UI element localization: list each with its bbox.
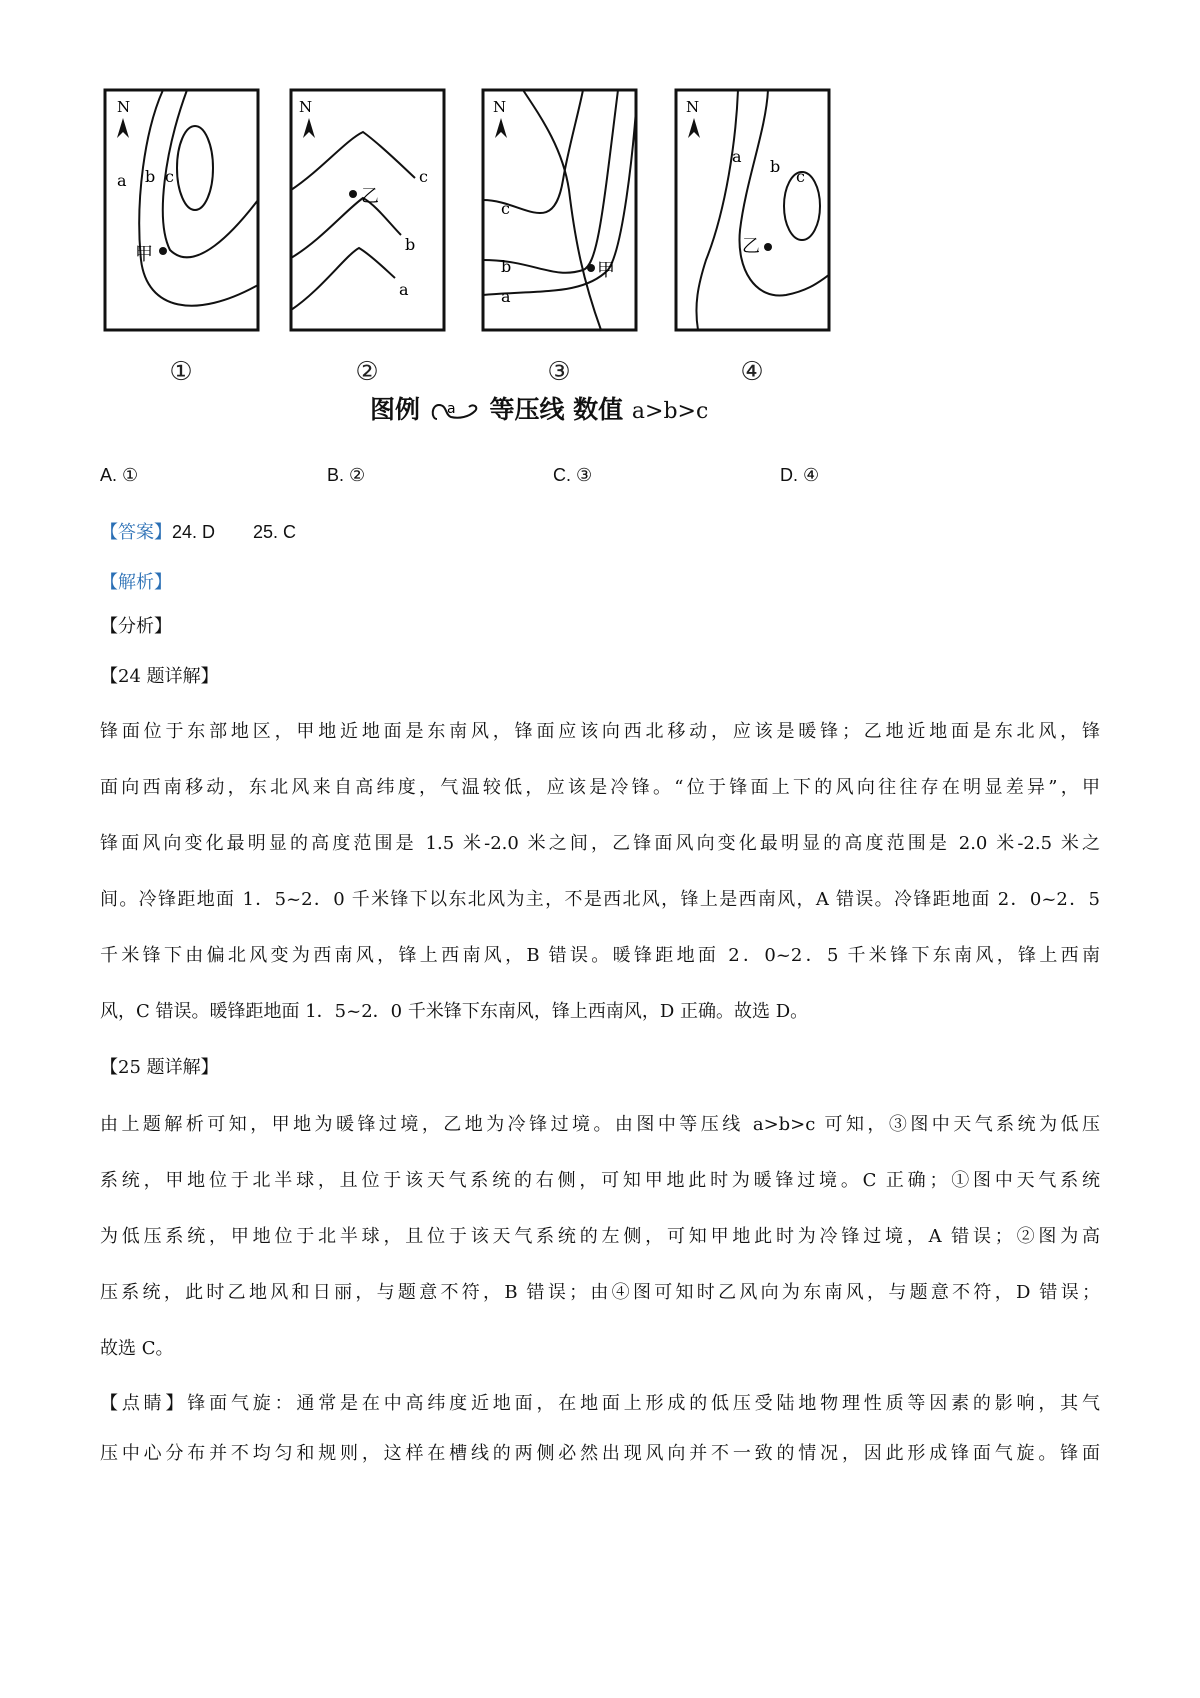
q25-line-2: 系统，甲地位于北半球，且位于该天气系统的右侧，可知甲地此时为暖锋过境。C 正确；①图中天气系统 xyxy=(100,1170,1100,1191)
answer-tag: 【答案】 xyxy=(100,522,172,543)
location-dot xyxy=(349,190,357,198)
answer-24: 24. D xyxy=(172,522,216,542)
answer-line xyxy=(100,518,296,544)
north-label: N xyxy=(686,98,700,116)
location-label: 甲 xyxy=(135,244,153,265)
north-label: N xyxy=(493,98,507,116)
legend-icon-label: a xyxy=(446,401,456,417)
q24-line-3: 锋面风向变化最明显的高度范围是 1.5 米-2.0 米之间，乙锋面风向变化最明显的高度范围是 2.0 米-2.5 米之 xyxy=(100,833,1100,854)
panel-number-4: ④ xyxy=(740,357,764,387)
dianjing-line-1 xyxy=(100,1389,1100,1415)
isobar-map-4 xyxy=(676,90,829,330)
analysis-heading: 【分析】 xyxy=(100,616,172,637)
isobar-label-b: b xyxy=(145,167,156,186)
north-arrow xyxy=(686,98,700,138)
q24-line-1: 锋面位于东部地区，甲地近地面是东南风，锋面应该向西北移动，应该是暖锋；乙地近地面是东北风，锋 xyxy=(100,721,1100,742)
north-arrow xyxy=(299,98,315,138)
dianjing-line-2: 压中心分布并不均匀和规则，这样在槽线的两侧必然出现风向并不一致的情况，因此形成锋面气旋。锋面 xyxy=(100,1443,1100,1464)
analysis-tag: 【解析】 xyxy=(100,572,172,593)
location-label: 乙 xyxy=(742,236,760,257)
isobar-label-c: c xyxy=(796,167,805,186)
q24-title: 【24 题详解】 xyxy=(100,666,219,687)
isobar-label-a: a xyxy=(732,147,742,166)
map-panel-2 xyxy=(291,90,454,387)
option-c[interactable]: C. ③ xyxy=(553,465,593,485)
q24-line-4: 间。冷锋距地面 1．5~2．0 千米锋下以东北风为主，不是西北风，锋上是西南风，A 错误。冷锋距地面 2．0~2．5 xyxy=(100,889,1100,910)
isobar-label-a: a xyxy=(117,171,127,190)
panel-number-3: ③ xyxy=(547,357,571,387)
map-panel-3 xyxy=(483,90,646,387)
isobar-map-2 xyxy=(291,90,444,330)
q25-line-1: 由上题解析可知，甲地为暖锋过境，乙地为冷锋过境。由图中等压线 a>b>c 可知，③图中天气系统为低压 xyxy=(100,1114,1100,1135)
figure-legend xyxy=(370,390,708,426)
isobar-label-c: c xyxy=(165,167,174,186)
north-label: N xyxy=(299,98,313,116)
legend-title: 图例 xyxy=(370,395,421,424)
isobar-figure xyxy=(100,90,860,430)
dianjing-tag: 【点睛】 xyxy=(100,1393,188,1414)
legend-value: a>b>c xyxy=(631,399,709,424)
isobar-label-b: b xyxy=(501,257,512,276)
q24-line-6: 风，C 错误。暖锋距地面 1．5~2．0 千米锋下东南风，锋上西南风，D 正确。故选 D。 xyxy=(100,1001,809,1022)
isobar-label-a: a xyxy=(501,287,511,306)
map-panel-4 xyxy=(676,90,839,387)
map-panel-1 xyxy=(105,90,268,387)
q24-line-5: 千米锋下由偏北风变为西南风，锋上西南风，B 错误。暖锋距地面 2．0~2．5 千米锋下东南风，锋上西南 xyxy=(100,945,1100,966)
q25-title: 【25 题详解】 xyxy=(100,1057,219,1078)
isobar-label-b: b xyxy=(405,235,416,254)
isobar-label-b: b xyxy=(770,157,781,176)
panel-number-1: ① xyxy=(169,357,193,387)
north-arrow xyxy=(493,98,507,138)
location-label: 甲 xyxy=(597,260,615,281)
isobar-legend-icon xyxy=(429,397,481,425)
option-b[interactable]: B. ② xyxy=(327,465,366,485)
isobar-map-1 xyxy=(105,90,258,330)
panel-number-2: ② xyxy=(355,357,379,387)
location-dot xyxy=(764,243,772,251)
isobar-label-c: c xyxy=(501,199,510,218)
option-d[interactable]: D. ④ xyxy=(780,465,820,485)
isobar-label-c: c xyxy=(419,167,428,186)
isobar-label-a: a xyxy=(399,280,409,299)
north-label: N xyxy=(117,98,131,116)
location-dot xyxy=(159,247,167,255)
q25-line-3: 为低压系统，甲地位于北半球，且位于该天气系统的左侧，可知甲地此时为冷锋过境，A 错误；②图为高 xyxy=(100,1226,1100,1247)
q25-line-5: 故选 C。 xyxy=(100,1338,174,1359)
answer-25: 25. C xyxy=(253,522,297,542)
legend-text: 等压线 数值 xyxy=(489,395,624,424)
north-arrow xyxy=(117,98,130,138)
dianjing-text-1: 锋面气旋：通常是在中高纬度近地面，在地面上形成的低压受陆地物理性质等因素的影响，其气 xyxy=(187,1393,1101,1414)
option-a[interactable]: A. ① xyxy=(100,465,139,485)
isobar-map-3 xyxy=(483,90,636,330)
q24-line-2: 面向西南移动，东北风来自高纬度，气温较低，应该是冷锋。“位于锋面上下的风向往往存在明显差异”，甲 xyxy=(100,777,1100,798)
q25-line-4: 压系统，此时乙地风和日丽，与题意不符，B 错误；由④图可知时乙风向为东南风，与题意不符，D 错误； xyxy=(100,1282,1100,1303)
location-dot xyxy=(587,264,595,272)
location-label: 乙 xyxy=(361,186,379,207)
